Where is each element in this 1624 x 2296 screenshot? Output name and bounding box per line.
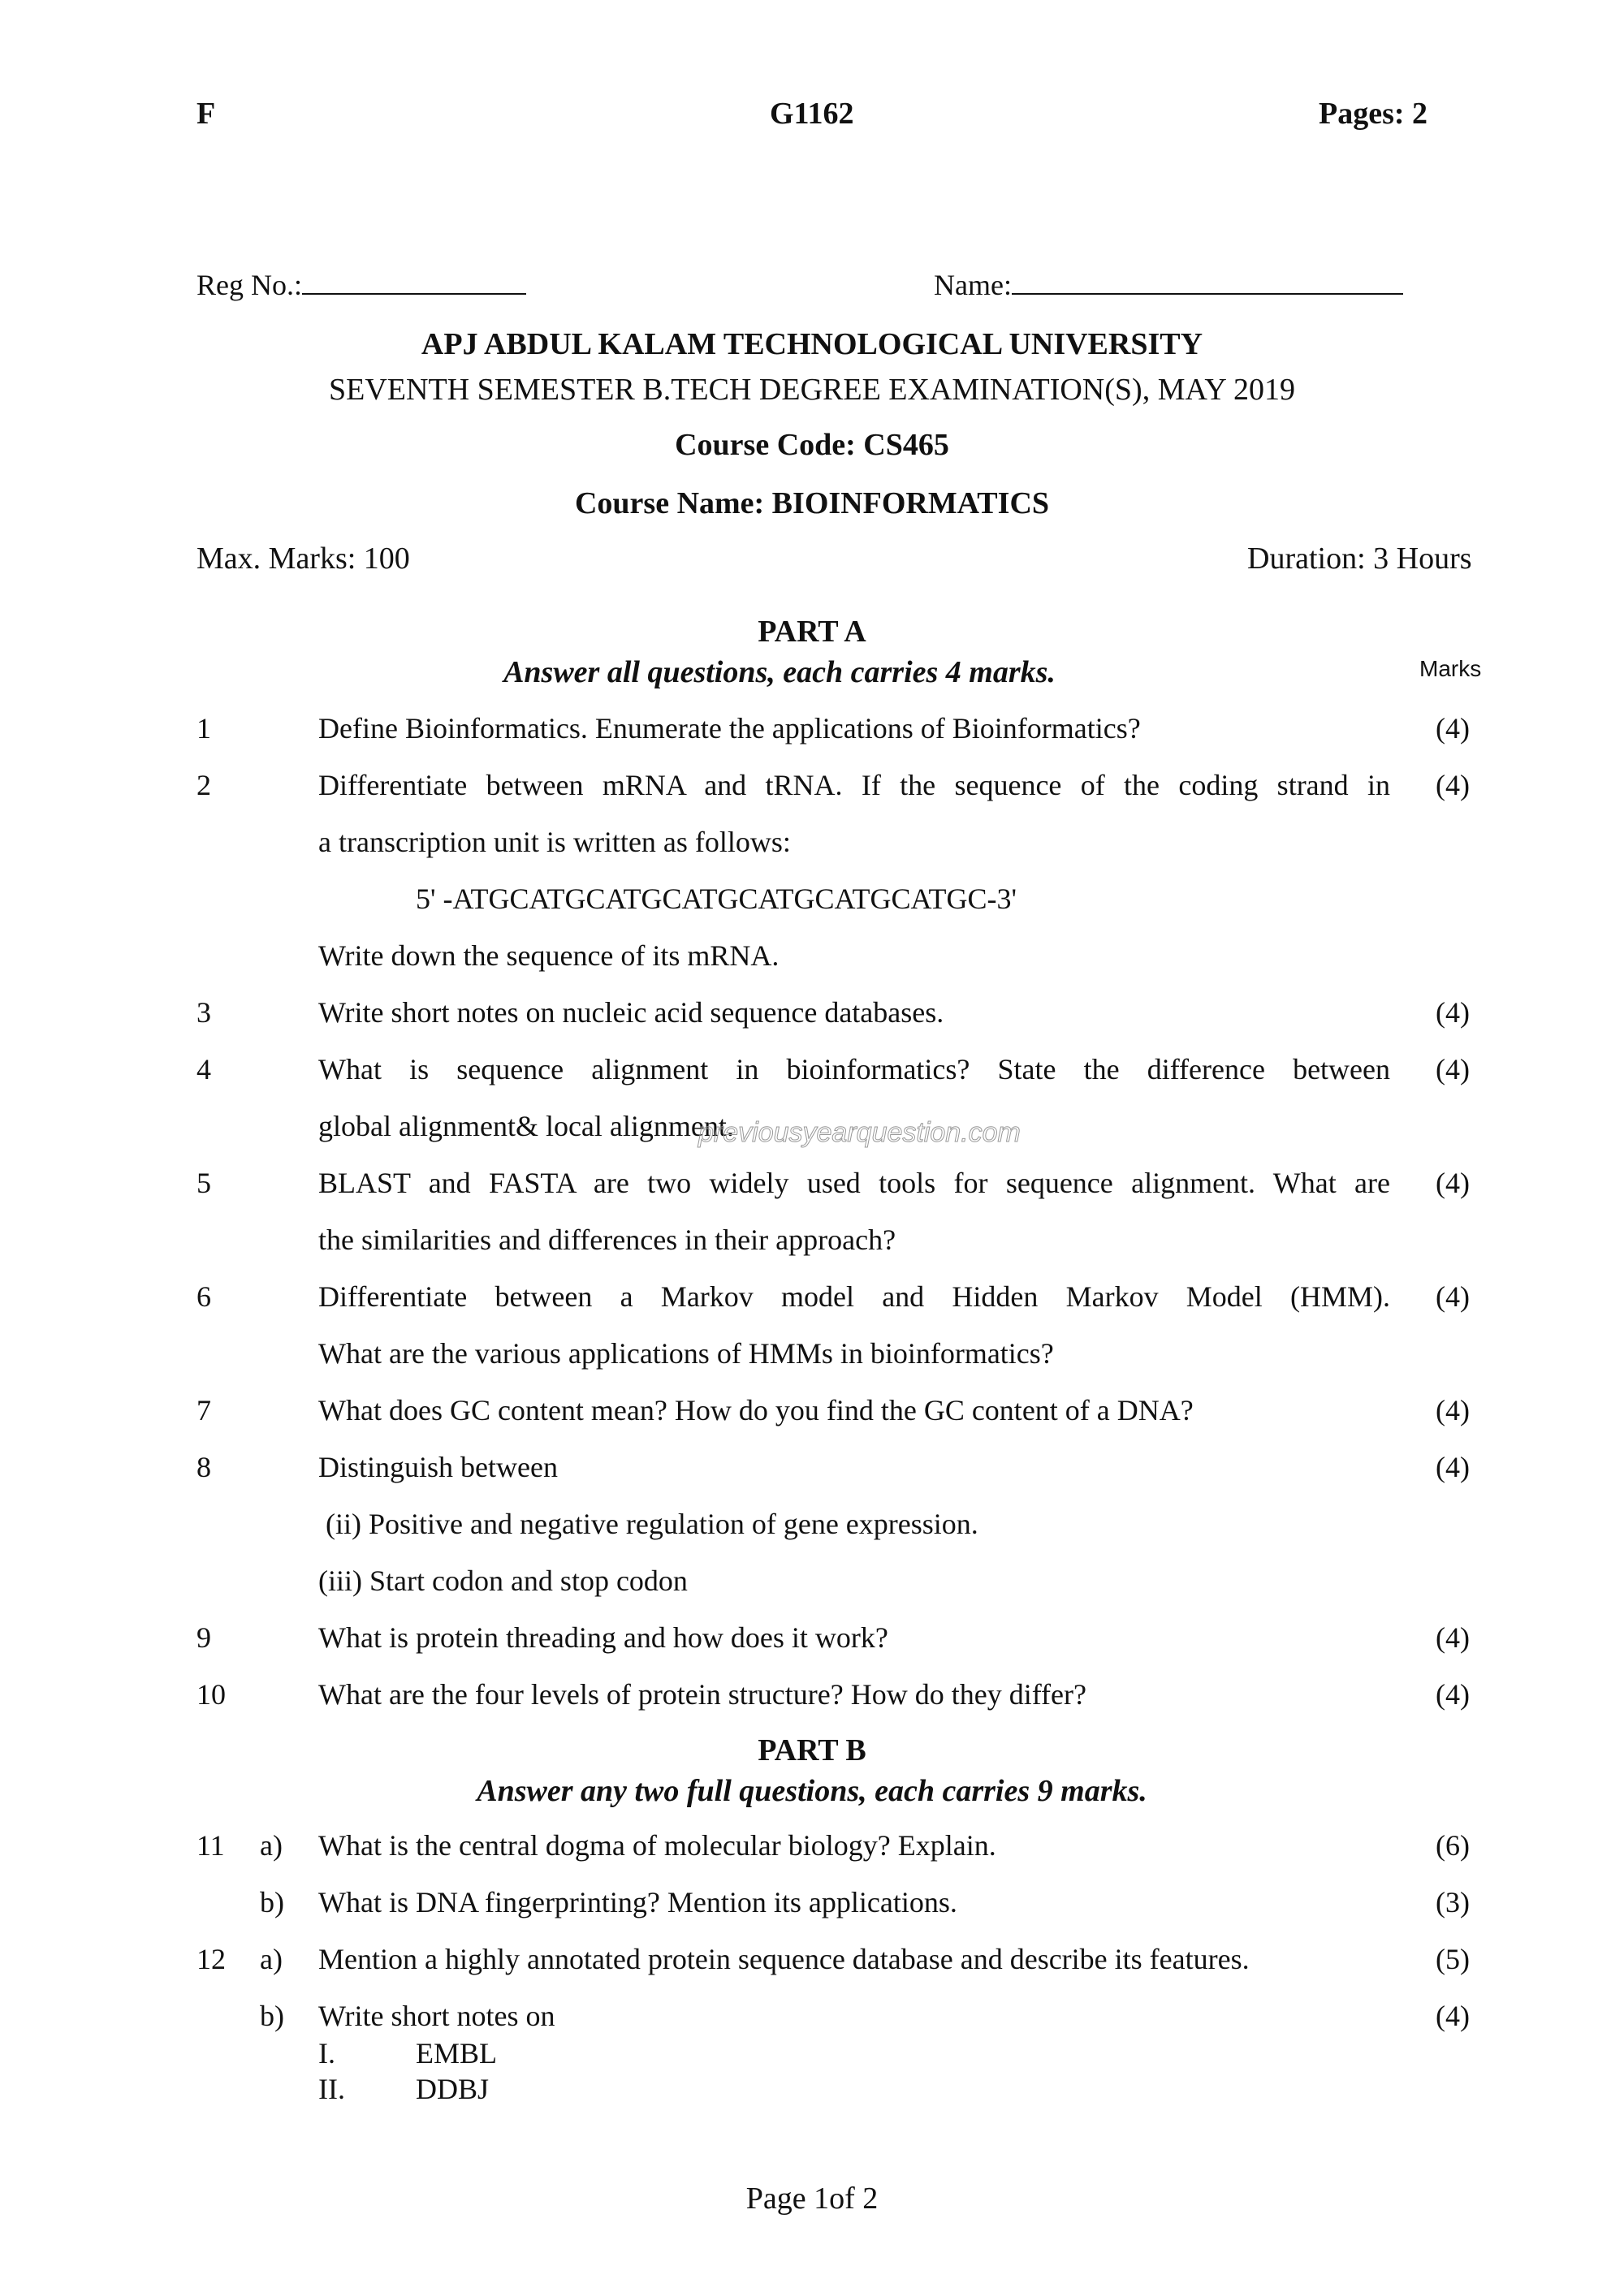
list-numeral: I. bbox=[318, 2037, 335, 2069]
question-text: What is protein threading and how does it work? bbox=[318, 1621, 888, 1654]
question-number: 3 bbox=[197, 996, 211, 1029]
question-marks: (4) bbox=[1436, 1621, 1470, 1654]
question-number: 11 bbox=[197, 1829, 225, 1862]
question-marks: (4) bbox=[1436, 996, 1470, 1029]
question-number: 10 bbox=[197, 1678, 226, 1711]
reg-no-blank bbox=[302, 269, 526, 295]
question-text: global alignment& local alignment. bbox=[318, 1110, 734, 1142]
sub-question-label: a) bbox=[260, 1943, 283, 1975]
question-text: Write down the sequence of its mRNA. bbox=[318, 939, 780, 972]
list-item: EMBL bbox=[416, 2037, 498, 2069]
name-label: Name: bbox=[934, 269, 1012, 301]
course-name: Course Name: BIOINFORMATICS bbox=[574, 486, 1050, 520]
question-marks: (4) bbox=[1436, 1280, 1470, 1313]
question-number: 1 bbox=[197, 712, 211, 744]
page-count: Pages: 2 bbox=[1319, 97, 1428, 131]
question-text: Distinguish between bbox=[318, 1451, 558, 1483]
question-text: Write short notes on bbox=[318, 2000, 555, 2032]
question-text: What is sequence alignment in bioinformatics? State the difference between bbox=[318, 1053, 1390, 1085]
question-number: 2 bbox=[197, 769, 211, 801]
university-title: APJ ABDUL KALAM TECHNOLOGICAL UNIVERSITY bbox=[421, 327, 1203, 361]
question-number: 12 bbox=[197, 1943, 226, 1975]
name-blank bbox=[1012, 269, 1403, 295]
question-text: What is the central dogma of molecular biology? Explain. bbox=[318, 1829, 996, 1862]
max-marks: Max. Marks: 100 bbox=[197, 542, 410, 576]
sub-question-label: a) bbox=[260, 1829, 283, 1862]
duration: Duration: 3 Hours bbox=[1247, 542, 1472, 576]
question-marks: (4) bbox=[1436, 1394, 1470, 1426]
question-text: (iii) Start codon and stop codon bbox=[318, 1564, 688, 1597]
question-text: Differentiate between mRNA and tRNA. If the sequence of the coding strand in bbox=[318, 769, 1390, 801]
question-text: What are the four levels of protein structure? How do they differ? bbox=[318, 1678, 1086, 1711]
dna-sequence: 5' -ATGCATGCATGCATGCATGCATGCATGC-3' bbox=[416, 883, 1017, 915]
reg-no-label: Reg No.: bbox=[197, 269, 302, 301]
question-text: Mention a highly annotated protein sequence database and describe its features. bbox=[318, 1943, 1250, 1975]
paper-set: F bbox=[197, 97, 216, 131]
question-marks: (5) bbox=[1436, 1943, 1470, 1975]
question-text: BLAST and FASTA are two widely used tools for sequence alignment. What are bbox=[318, 1167, 1390, 1199]
question-number: 9 bbox=[197, 1621, 211, 1654]
part-b-title: PART B bbox=[758, 1733, 866, 1767]
name-field bbox=[934, 268, 1403, 302]
question-number: 5 bbox=[197, 1167, 211, 1199]
reg-no-field bbox=[197, 268, 526, 302]
part-b-instruction: Answer any two full questions, each carries 9 marks. bbox=[477, 1774, 1147, 1808]
list-item: DDBJ bbox=[416, 2073, 490, 2105]
paper-code: G1162 bbox=[770, 97, 854, 131]
question-text: (ii) Positive and negative regulation of gene expression. bbox=[318, 1508, 978, 1540]
question-marks: (4) bbox=[1436, 712, 1470, 744]
part-a-title: PART A bbox=[758, 615, 866, 649]
question-number: 7 bbox=[197, 1394, 211, 1426]
page-footer: Page 1of 2 bbox=[745, 2182, 879, 2216]
question-number: 8 bbox=[197, 1451, 211, 1483]
question-marks: (4) bbox=[1436, 1678, 1470, 1711]
question-marks: (4) bbox=[1436, 2000, 1470, 2032]
list-numeral: II. bbox=[318, 2073, 345, 2105]
question-text: What is DNA fingerprinting? Mention its applications. bbox=[318, 1886, 957, 1918]
sub-question-label: b) bbox=[260, 2000, 284, 2032]
question-marks: (6) bbox=[1436, 1829, 1470, 1862]
question-text: Write short notes on nucleic acid sequence databases. bbox=[318, 996, 944, 1029]
question-text: What are the various applications of HMMs in bioinformatics? bbox=[318, 1337, 1054, 1370]
question-number: 6 bbox=[197, 1280, 211, 1313]
watermark-logo: previousyearquestion.com bbox=[698, 1117, 1021, 1148]
question-text: the similarities and differences in their approach? bbox=[318, 1224, 896, 1256]
question-marks: (4) bbox=[1436, 1053, 1470, 1085]
question-text: Define Bioinformatics. Enumerate the applications of Bioinformatics? bbox=[318, 712, 1141, 744]
exam-title: SEVENTH SEMESTER B.TECH DEGREE EXAMINATION(S), MAY 2019 bbox=[329, 373, 1295, 407]
sub-question-label: b) bbox=[260, 1886, 284, 1918]
question-text: What does GC content mean? How do you find the GC content of a DNA? bbox=[318, 1394, 1194, 1426]
course-code: Course Code: CS465 bbox=[675, 428, 949, 462]
question-text: a transcription unit is written as follows: bbox=[318, 826, 791, 858]
question-number: 4 bbox=[197, 1053, 211, 1085]
question-text: Differentiate between a Markov model and Hidden Markov Model (HMM). bbox=[318, 1280, 1390, 1313]
question-marks: (4) bbox=[1436, 1451, 1470, 1483]
question-marks: (4) bbox=[1436, 769, 1470, 801]
question-marks: (3) bbox=[1436, 1886, 1470, 1918]
part-a-instruction: Answer all questions, each carries 4 marks. bbox=[503, 655, 1056, 689]
question-marks: (4) bbox=[1436, 1167, 1470, 1199]
marks-header: Marks bbox=[1419, 656, 1482, 681]
